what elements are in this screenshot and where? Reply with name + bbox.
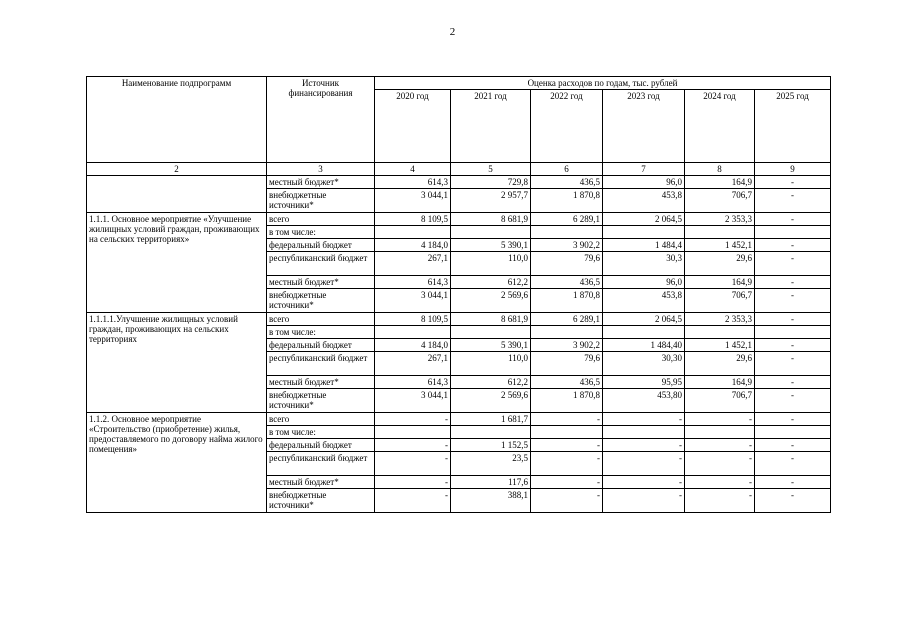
table-row bbox=[87, 313, 831, 326]
amount-cell: 453,8 bbox=[603, 189, 685, 213]
amount-cell: - bbox=[755, 252, 831, 276]
amount-cell: - bbox=[531, 413, 603, 426]
amount-cell: 5 390,1 bbox=[451, 339, 531, 352]
amount-cell bbox=[603, 326, 685, 339]
amount-cell bbox=[603, 426, 685, 439]
amount-cell: 2 569,6 bbox=[451, 289, 531, 313]
funding-source: внебюджетные источники* bbox=[267, 189, 375, 213]
header-year: 2021 год bbox=[451, 90, 531, 163]
amount-cell: 1 484,40 bbox=[603, 339, 685, 352]
budget-table-body bbox=[87, 176, 831, 513]
amount-cell bbox=[685, 426, 755, 439]
amount-cell: 612,2 bbox=[451, 376, 531, 389]
header-year: 2024 год bbox=[685, 90, 755, 163]
amount-cell: 2 353,3 bbox=[685, 213, 755, 226]
amount-cell: 5 390,1 bbox=[451, 239, 531, 252]
amount-cell bbox=[451, 426, 531, 439]
amount-cell: 1 870,8 bbox=[531, 289, 603, 313]
amount-cell: 29,6 bbox=[685, 352, 755, 376]
amount-cell: 706,7 bbox=[685, 189, 755, 213]
amount-cell: - bbox=[755, 452, 831, 476]
funding-source: внебюджетные источники* bbox=[267, 489, 375, 513]
amount-cell: 1 681,7 bbox=[451, 413, 531, 426]
column-number: 6 bbox=[531, 163, 603, 176]
amount-cell: 96,0 bbox=[603, 176, 685, 189]
amount-cell: 388,1 bbox=[451, 489, 531, 513]
amount-cell: 4 184,0 bbox=[375, 339, 451, 352]
budget-table bbox=[86, 76, 831, 513]
funding-source: в том числе: bbox=[267, 326, 375, 339]
amount-cell bbox=[375, 226, 451, 239]
amount-cell: - bbox=[755, 213, 831, 226]
amount-cell: - bbox=[375, 489, 451, 513]
amount-cell: 706,7 bbox=[685, 289, 755, 313]
amount-cell: 29,6 bbox=[685, 252, 755, 276]
column-number: 5 bbox=[451, 163, 531, 176]
amount-cell: - bbox=[685, 476, 755, 489]
amount-cell bbox=[451, 226, 531, 239]
amount-cell: 6 289,1 bbox=[531, 313, 603, 326]
amount-cell: 3 902,2 bbox=[531, 339, 603, 352]
amount-cell: - bbox=[603, 476, 685, 489]
amount-cell: 2 064,5 bbox=[603, 313, 685, 326]
funding-source: всего bbox=[267, 313, 375, 326]
header-subprogram-name: Наименование подпрограмм bbox=[87, 77, 267, 163]
funding-source: местный бюджет* bbox=[267, 476, 375, 489]
amount-cell: - bbox=[603, 489, 685, 513]
amount-cell: 164,9 bbox=[685, 276, 755, 289]
amount-cell: - bbox=[685, 439, 755, 452]
amount-cell: 30,3 bbox=[603, 252, 685, 276]
amount-cell: 4 184,0 bbox=[375, 239, 451, 252]
amount-cell bbox=[531, 426, 603, 439]
funding-source: внебюджетные источники* bbox=[267, 389, 375, 413]
amount-cell: - bbox=[755, 352, 831, 376]
header-funding-source: Источник финансирования bbox=[267, 77, 375, 163]
table-row bbox=[87, 176, 831, 189]
funding-source: всего bbox=[267, 213, 375, 226]
amount-cell: 110,0 bbox=[451, 252, 531, 276]
column-number: 4 bbox=[375, 163, 451, 176]
amount-cell bbox=[755, 426, 831, 439]
amount-cell: - bbox=[375, 452, 451, 476]
amount-cell bbox=[755, 226, 831, 239]
header-years-group: Оценка расходов по годам, тыс. рублей bbox=[375, 77, 831, 90]
amount-cell bbox=[531, 226, 603, 239]
amount-cell: 706,7 bbox=[685, 389, 755, 413]
amount-cell: 1 870,8 bbox=[531, 189, 603, 213]
amount-cell: 164,9 bbox=[685, 176, 755, 189]
table-row bbox=[87, 213, 831, 226]
header-year: 2023 год bbox=[603, 90, 685, 163]
amount-cell: - bbox=[685, 489, 755, 513]
amount-cell: 6 289,1 bbox=[531, 213, 603, 226]
amount-cell: - bbox=[755, 313, 831, 326]
amount-cell: 95,95 bbox=[603, 376, 685, 389]
amount-cell: - bbox=[603, 439, 685, 452]
amount-cell: 614,3 bbox=[375, 276, 451, 289]
amount-cell: 110,0 bbox=[451, 352, 531, 376]
amount-cell: 1 152,5 bbox=[451, 439, 531, 452]
column-number: 8 bbox=[685, 163, 755, 176]
amount-cell bbox=[603, 226, 685, 239]
amount-cell: 3 044,1 bbox=[375, 389, 451, 413]
funding-source: местный бюджет* bbox=[267, 376, 375, 389]
header-year: 2025 год bbox=[755, 90, 831, 163]
amount-cell: 3 044,1 bbox=[375, 289, 451, 313]
amount-cell: - bbox=[603, 452, 685, 476]
amount-cell: - bbox=[375, 413, 451, 426]
funding-source: в том числе: bbox=[267, 426, 375, 439]
amount-cell: - bbox=[755, 339, 831, 352]
subprogram-name: 1.1.1. Основное мероприятие «Улучшение жилищных условий граждан, проживающих на сельских территориях» bbox=[87, 213, 267, 313]
subprogram-name: 1.1.2. Основное мероприятие «Строительство (приобретение) жилья, предоставляемого по договору найма жилого помещения» bbox=[87, 413, 267, 513]
funding-source: местный бюджет* bbox=[267, 176, 375, 189]
amount-cell: 23,5 bbox=[451, 452, 531, 476]
amount-cell bbox=[685, 326, 755, 339]
amount-cell: 436,5 bbox=[531, 176, 603, 189]
funding-source: внебюджетные источники* bbox=[267, 289, 375, 313]
amount-cell: 1 484,4 bbox=[603, 239, 685, 252]
column-number: 3 bbox=[267, 163, 375, 176]
amount-cell: 453,8 bbox=[603, 289, 685, 313]
amount-cell: 3 902,2 bbox=[531, 239, 603, 252]
amount-cell: - bbox=[755, 189, 831, 213]
funding-source: всего bbox=[267, 413, 375, 426]
amount-cell bbox=[451, 326, 531, 339]
amount-cell: 436,5 bbox=[531, 276, 603, 289]
amount-cell: - bbox=[755, 389, 831, 413]
amount-cell: - bbox=[755, 276, 831, 289]
amount-cell: - bbox=[375, 476, 451, 489]
page-number: 2 bbox=[449, 26, 456, 38]
funding-source: в том числе: bbox=[267, 226, 375, 239]
amount-cell: 436,5 bbox=[531, 376, 603, 389]
amount-cell: 614,3 bbox=[375, 176, 451, 189]
subprogram-name: 1.1.1.1.Улучшение жилищных условий граждан, проживающих на сельских территориях bbox=[87, 313, 267, 413]
amount-cell: 614,3 bbox=[375, 376, 451, 389]
funding-source: республиканский бюджет bbox=[267, 352, 375, 376]
amount-cell: 8 109,5 bbox=[375, 213, 451, 226]
funding-source: федеральный бюджет bbox=[267, 239, 375, 252]
amount-cell: - bbox=[755, 413, 831, 426]
amount-cell: 612,2 bbox=[451, 276, 531, 289]
amount-cell: 2 569,6 bbox=[451, 389, 531, 413]
amount-cell: 30,30 bbox=[603, 352, 685, 376]
amount-cell: 2 064,5 bbox=[603, 213, 685, 226]
amount-cell bbox=[685, 226, 755, 239]
funding-source: федеральный бюджет bbox=[267, 439, 375, 452]
amount-cell bbox=[375, 426, 451, 439]
amount-cell: - bbox=[755, 439, 831, 452]
amount-cell: 1 870,8 bbox=[531, 389, 603, 413]
funding-source: республиканский бюджет bbox=[267, 252, 375, 276]
amount-cell bbox=[531, 326, 603, 339]
amount-cell: 1 452,1 bbox=[685, 239, 755, 252]
amount-cell: - bbox=[531, 476, 603, 489]
amount-cell: 729,8 bbox=[451, 176, 531, 189]
amount-cell: - bbox=[755, 489, 831, 513]
funding-source: республиканский бюджет bbox=[267, 452, 375, 476]
amount-cell: - bbox=[531, 439, 603, 452]
column-numbers-row bbox=[87, 163, 831, 176]
amount-cell bbox=[375, 326, 451, 339]
amount-cell: 2 353,3 bbox=[685, 313, 755, 326]
amount-cell: - bbox=[755, 289, 831, 313]
amount-cell: 8 681,9 bbox=[451, 313, 531, 326]
amount-cell: 117,6 bbox=[451, 476, 531, 489]
header-year: 2022 год bbox=[531, 90, 603, 163]
amount-cell: - bbox=[685, 452, 755, 476]
header-year: 2020 год bbox=[375, 90, 451, 163]
amount-cell: 3 044,1 bbox=[375, 189, 451, 213]
amount-cell: - bbox=[685, 413, 755, 426]
amount-cell: 267,1 bbox=[375, 352, 451, 376]
amount-cell: 2 957,7 bbox=[451, 189, 531, 213]
amount-cell: 267,1 bbox=[375, 252, 451, 276]
amount-cell: 96,0 bbox=[603, 276, 685, 289]
amount-cell: - bbox=[375, 439, 451, 452]
funding-source: федеральный бюджет bbox=[267, 339, 375, 352]
column-number: 9 bbox=[755, 163, 831, 176]
amount-cell: 1 452,1 bbox=[685, 339, 755, 352]
table-row bbox=[87, 413, 831, 426]
amount-cell bbox=[755, 326, 831, 339]
amount-cell: 453,80 bbox=[603, 389, 685, 413]
funding-source: местный бюджет* bbox=[267, 276, 375, 289]
amount-cell: - bbox=[755, 476, 831, 489]
amount-cell: 79,6 bbox=[531, 252, 603, 276]
amount-cell: 79,6 bbox=[531, 352, 603, 376]
amount-cell: - bbox=[755, 176, 831, 189]
amount-cell: 8 681,9 bbox=[451, 213, 531, 226]
amount-cell: - bbox=[755, 239, 831, 252]
amount-cell: - bbox=[531, 452, 603, 476]
subprogram-name bbox=[87, 176, 267, 213]
amount-cell: - bbox=[603, 413, 685, 426]
column-number: 7 bbox=[603, 163, 685, 176]
amount-cell: - bbox=[531, 489, 603, 513]
amount-cell: - bbox=[755, 376, 831, 389]
column-number: 2 bbox=[87, 163, 267, 176]
amount-cell: 8 109,5 bbox=[375, 313, 451, 326]
amount-cell: 164,9 bbox=[685, 376, 755, 389]
